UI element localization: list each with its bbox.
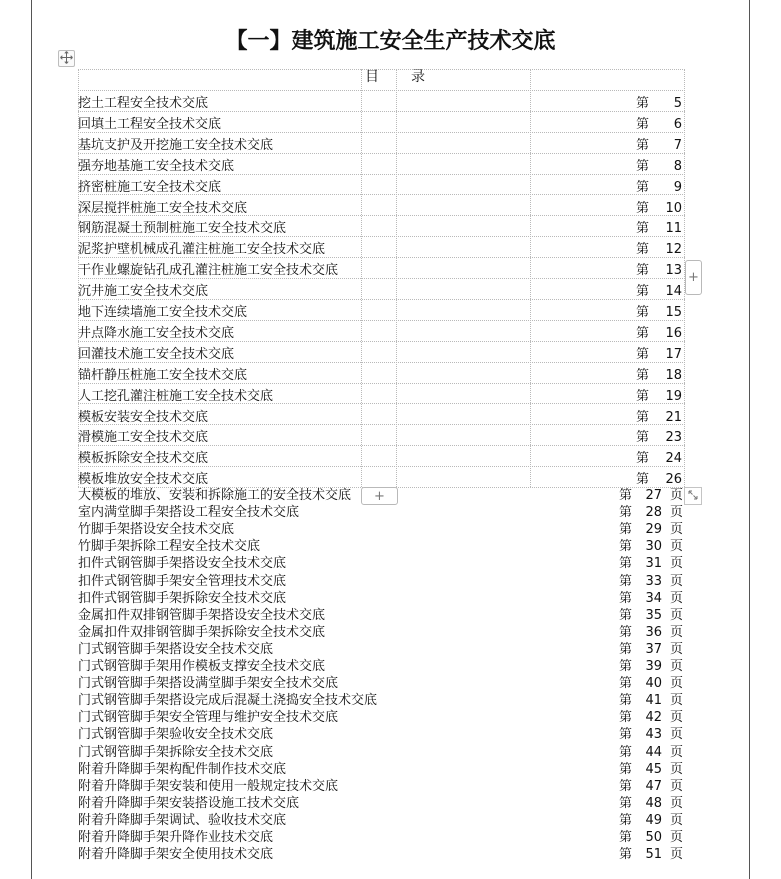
toc-entry-title: 附着升降脚手架安装和使用一般规定技术交底 — [78, 778, 339, 794]
toc-table-row — [78, 156, 685, 177]
toc-page-prefix: 第 — [619, 624, 633, 640]
toc-page-prefix: 第 — [619, 812, 633, 828]
toc-entry-title: 门式钢管脚手架用作模板支撑安全技术交底 — [78, 659, 326, 674]
toc-page-prefix: 第 — [619, 744, 633, 760]
toc-page-prefix: 第 — [619, 488, 633, 503]
toc-page-suffix: 页 — [670, 607, 684, 623]
toc-entry-title: 金属扣件双排钢管脚手架拆除安全技术交底 — [78, 624, 326, 640]
toc-page-number: 34 — [645, 590, 662, 606]
toc-entry-title: 模板拆除安全技术交底 — [78, 451, 209, 467]
toc-entry-title: 附着升降脚手架构配件制作技术交底 — [78, 761, 287, 777]
toc-entry-title: 强夯地基施工安全技术交底 — [78, 158, 235, 174]
toc-page-number: 47 — [645, 778, 662, 794]
toc-page-prefix: 第 — [619, 676, 633, 692]
toc-page-prefix: 第 — [636, 388, 650, 404]
toc-entry-title: 门式钢管脚手架搭设完成后混凝土浇捣安全技术交底 — [78, 693, 378, 709]
toc-page-prefix: 第 — [619, 761, 633, 777]
toc-page-prefix: 第 — [636, 137, 650, 153]
toc-page-number: 28 — [645, 505, 662, 521]
toc-table-row — [78, 281, 685, 302]
toc-table-row — [78, 407, 685, 428]
toc-entry-title: 锚杆静压桩施工安全技术交底 — [78, 367, 248, 383]
toc-page-suffix: 页 — [670, 659, 684, 674]
toc-entry-title: 挤密桩施工安全技术交底 — [78, 179, 222, 195]
toc-entry-title: 回灌技术施工安全技术交底 — [78, 346, 235, 362]
toc-list-item — [78, 504, 698, 521]
toc-table-row — [78, 218, 685, 239]
toc-page-suffix: 页 — [670, 812, 684, 828]
toc-page-prefix: 第 — [636, 158, 650, 174]
toc-page-number: 37 — [645, 641, 662, 657]
toc-page-prefix: 第 — [619, 659, 633, 674]
toc-entry-title: 泥浆护壁机械成孔灌注桩施工安全技术交底 — [78, 242, 326, 258]
toc-entry-title: 金属扣件双排钢管脚手架搭设安全技术交底 — [78, 607, 326, 623]
toc-list-item — [78, 829, 698, 846]
toc-page-number: 30 — [645, 539, 662, 555]
toc-entry-title: 沉井施工安全技术交底 — [78, 284, 209, 300]
toc-page-number: 43 — [645, 727, 662, 743]
toc-page-number: 17 — [665, 346, 682, 362]
toc-list-item — [78, 607, 698, 624]
toc-entry-title: 井点降水施工安全技术交底 — [78, 325, 235, 341]
toc-entry-title: 模板堆放安全技术交底 — [78, 472, 209, 488]
toc-table-row — [78, 365, 685, 386]
toc-list-item — [78, 624, 698, 641]
toc-table-row — [78, 198, 685, 219]
toc-page-suffix: 页 — [670, 830, 684, 845]
toc-page-prefix: 第 — [619, 556, 633, 572]
toc-page-prefix: 第 — [636, 430, 650, 446]
toc-page-number: 14 — [665, 284, 682, 300]
toc-list-item — [78, 778, 698, 795]
toc-page-suffix: 页 — [670, 556, 684, 572]
toc-entry-title: 钢筋混凝土预制桩施工安全技术交底 — [78, 221, 287, 237]
toc-list-item — [78, 761, 698, 778]
toc-page-suffix: 页 — [670, 522, 684, 538]
toc-page-number: 29 — [645, 522, 662, 538]
toc-entry-title: 附着升降脚手架安全使用技术交底 — [78, 847, 274, 863]
toc-entry-title: 扣件式钢管脚手架搭设安全技术交底 — [78, 556, 287, 572]
toc-page-number: 33 — [645, 573, 662, 589]
toc-page-prefix: 第 — [636, 346, 650, 362]
toc-table-row — [78, 93, 685, 114]
toc-table-row — [78, 427, 685, 448]
toc-page-prefix: 第 — [619, 710, 633, 726]
toc-page-prefix: 第 — [636, 409, 650, 425]
toc-page-prefix: 第 — [636, 179, 650, 195]
toc-page-number: 48 — [645, 795, 662, 811]
toc-page-suffix: 页 — [670, 693, 684, 709]
toc-table-row — [78, 302, 685, 323]
toc-page-number: 27 — [645, 488, 662, 503]
toc-table-row — [78, 448, 685, 469]
toc-page-prefix: 第 — [619, 830, 633, 845]
toc-entry-title: 竹脚手架搭设安全技术交底 — [78, 522, 235, 538]
toc-entry-title: 扣件式钢管脚手架拆除安全技术交底 — [78, 590, 287, 606]
toc-page-number: 8 — [673, 158, 682, 174]
toc-page-prefix: 第 — [619, 573, 633, 589]
page-margin-left — [31, 0, 32, 879]
toc-page-prefix: 第 — [636, 367, 650, 383]
toc-list-item — [78, 555, 698, 572]
toc-page-suffix: 页 — [670, 505, 684, 521]
toc-page-suffix: 页 — [670, 727, 684, 743]
toc-page-prefix: 第 — [636, 116, 650, 132]
table-resize-handle[interactable] — [684, 487, 702, 505]
toc-page-number: 51 — [645, 847, 662, 863]
toc-page-number: 21 — [665, 409, 682, 425]
toc-page-suffix: 页 — [670, 847, 684, 863]
toc-entry-title: 附着升降脚手架安装搭设施工技术交底 — [78, 795, 300, 811]
resize-icon — [687, 489, 699, 504]
toc-page-prefix: 第 — [636, 263, 650, 279]
toc-entry-title: 地下连续墙施工安全技术交底 — [78, 305, 248, 320]
toc-entry-title: 门式钢管脚手架搭设安全技术交底 — [78, 641, 274, 657]
toc-table-row — [78, 239, 685, 260]
toc-page-suffix: 页 — [670, 539, 684, 555]
toc-page-prefix: 第 — [636, 96, 650, 111]
toc-page-number: 45 — [645, 761, 662, 777]
toc-page-prefix: 第 — [619, 795, 633, 811]
toc-table-row — [78, 260, 685, 281]
toc-table-row — [78, 344, 685, 365]
toc-list-item — [78, 812, 698, 829]
toc-list-item — [78, 846, 698, 863]
toc-page-number: 49 — [645, 812, 662, 828]
toc-page-number: 6 — [673, 116, 682, 132]
toc-header-mu: 目 — [365, 69, 379, 85]
toc-list-item — [78, 658, 698, 675]
toc-list-item — [78, 726, 698, 743]
toc-page-number: 19 — [665, 388, 682, 404]
toc-list-item — [78, 795, 698, 812]
toc-page-number: 44 — [645, 744, 662, 760]
toc-entry-title: 挖土工程安全技术交底 — [78, 96, 209, 111]
toc-list-item — [78, 692, 698, 709]
toc-list-item — [78, 709, 698, 726]
toc-entry-title: 门式钢管脚手架安全管理与维护安全技术交底 — [78, 710, 339, 726]
toc-entry-title: 附着升降脚手架升降作业技术交底 — [78, 830, 274, 845]
toc-list-item — [78, 744, 698, 761]
toc-table-row — [78, 135, 685, 156]
toc-page-number: 26 — [665, 472, 682, 488]
toc-page-number: 35 — [645, 607, 662, 623]
toc-list-item — [78, 521, 698, 538]
toc-page-number: 50 — [645, 830, 662, 845]
toc-entry-title: 门式钢管脚手架搭设满堂脚手架安全技术交底 — [78, 676, 339, 692]
toc-entry-title: 门式钢管脚手架拆除安全技术交底 — [78, 744, 274, 760]
toc-entry-title: 滑模施工安全技术交底 — [78, 430, 209, 446]
toc-page-prefix: 第 — [636, 451, 650, 467]
toc-page-number: 18 — [665, 367, 682, 383]
toc-header-lu: 录 — [411, 69, 425, 85]
toc-entry-title: 干作业螺旋钻孔成孔灌注桩施工安全技术交底 — [78, 263, 339, 279]
toc-page-suffix: 页 — [670, 744, 684, 760]
toc-page-prefix: 第 — [636, 200, 650, 216]
toc-page-number: 31 — [645, 556, 662, 572]
toc-page-number: 36 — [645, 624, 662, 640]
toc-page-suffix: 页 — [670, 761, 684, 777]
toc-page-prefix: 第 — [619, 590, 633, 606]
toc-page-number: 10 — [665, 200, 682, 216]
document-title: 【一】建筑施工安全生产技术交底 — [225, 29, 556, 54]
toc-table-row — [78, 386, 685, 407]
page-margin-right — [749, 0, 750, 879]
toc-page-prefix: 第 — [636, 284, 650, 300]
toc-page-number: 16 — [665, 325, 682, 341]
toc-table-row — [78, 177, 685, 198]
toc-entry-title: 基坑支护及开挖施工安全技术交底 — [78, 137, 274, 153]
toc-page-prefix: 第 — [619, 539, 633, 555]
toc-list-item — [78, 641, 698, 658]
toc-page-suffix: 页 — [670, 676, 684, 692]
toc-page-prefix: 第 — [619, 641, 633, 657]
toc-page-prefix: 第 — [636, 242, 650, 258]
plus-icon: + — [688, 270, 699, 285]
toc-page-number: 39 — [645, 659, 662, 674]
toc-page-suffix: 页 — [670, 641, 684, 657]
toc-entry-title: 模板安装安全技术交底 — [78, 409, 209, 425]
add-column-button[interactable] — [685, 260, 702, 295]
toc-page-number: 11 — [665, 221, 682, 237]
plus-icon: + — [374, 488, 385, 504]
toc-page-number: 7 — [673, 137, 682, 153]
toc-list-item — [78, 538, 698, 555]
toc-entry-title: 回填土工程安全技术交底 — [78, 116, 222, 132]
toc-page-prefix: 第 — [619, 522, 633, 538]
toc-page-prefix: 第 — [636, 305, 650, 320]
toc-page-number: 41 — [645, 693, 662, 709]
toc-page-number: 15 — [665, 305, 682, 320]
toc-list-item — [78, 590, 698, 607]
toc-entry-title: 门式钢管脚手架验收安全技术交底 — [78, 727, 274, 743]
toc-page-suffix: 页 — [670, 590, 684, 606]
toc-page-suffix: 页 — [670, 488, 684, 503]
toc-page-prefix: 第 — [619, 847, 633, 863]
toc-entry-title: 人工挖孔灌注桩施工安全技术交底 — [78, 388, 274, 404]
toc-entry-title: 大模板的堆放、安装和拆除施工的安全技术交底 — [78, 488, 352, 503]
toc-entry-title: 室内满堂脚手架搭设工程安全技术交底 — [78, 505, 300, 521]
toc-page-number: 40 — [645, 676, 662, 692]
toc-page-suffix: 页 — [670, 795, 684, 811]
toc-list-item — [78, 675, 698, 692]
toc-page-prefix: 第 — [636, 325, 650, 341]
toc-table-row — [78, 114, 685, 135]
toc-entry-title: 竹脚手架拆除工程安全技术交底 — [78, 539, 261, 555]
toc-page-suffix: 页 — [670, 710, 684, 726]
add-row-button[interactable] — [361, 487, 398, 505]
toc-page-prefix: 第 — [619, 607, 633, 623]
toc-page-number: 24 — [665, 451, 682, 467]
toc-page-prefix: 第 — [636, 472, 650, 488]
toc-page-number: 23 — [665, 430, 682, 446]
toc-page-prefix: 第 — [619, 727, 633, 743]
toc-page-prefix: 第 — [636, 221, 650, 237]
toc-page-suffix: 页 — [670, 778, 684, 794]
toc-entry-title: 附着升降脚手架调试、验收技术交底 — [78, 812, 287, 828]
toc-page-number: 13 — [665, 263, 682, 279]
toc-page-prefix: 第 — [619, 693, 633, 709]
toc-page-prefix: 第 — [619, 505, 633, 521]
toc-page-prefix: 第 — [619, 778, 633, 794]
toc-entry-title: 深层搅拌桩施工安全技术交底 — [78, 200, 248, 216]
toc-list-item — [78, 573, 698, 590]
toc-page-suffix: 页 — [670, 573, 684, 589]
toc-entry-title: 扣件式钢管脚手架安全管理技术交底 — [78, 573, 287, 589]
toc-page-number: 12 — [665, 242, 682, 258]
toc-page-number: 5 — [673, 96, 682, 111]
toc-page-number: 9 — [673, 179, 682, 195]
toc-page-suffix: 页 — [670, 624, 684, 640]
toc-page-number: 42 — [645, 710, 662, 726]
toc-table-row — [78, 323, 685, 344]
